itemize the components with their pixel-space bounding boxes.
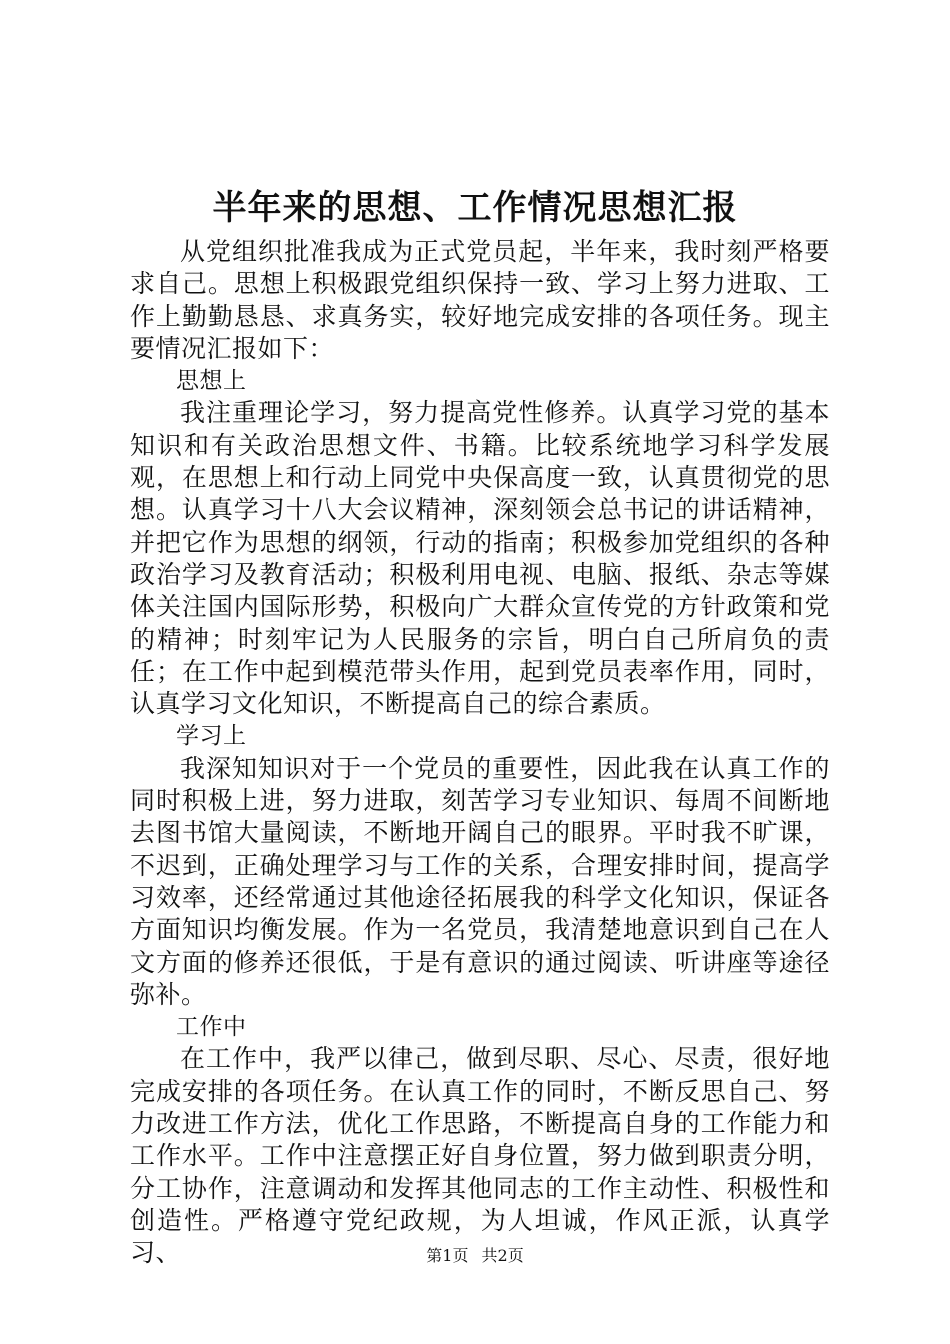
thought-paragraph: 我注重理论学习，努力提高党性修养。认真学习党的基本知识和有关政治思想文件、书籍。比较系统地学习科学发展观，在思想上和行动上同党中央保高度一致，认真贯彻党的思想。认真学习十八大会议精神，深刻领会总书记的讲话精神，并把它作为思想的纲领，行动的指南；积极参加党组织的各种政治学习及教育活动；积极利用电视、电脑、报纸、杂志等媒体关注国内国际形势，积极向广大群众宣传党的方针政策和党的精神；时刻牢记为人民服务的宗旨，明白自己所肩负的责任；在工作中起到模范带头作用，起到党员表率作用，同时，认真学习文化知识，不断提高自己的综合素质。 [130,398,830,719]
section-heading-study: 学习上 [176,723,247,750]
study-paragraph: 我深知知识对于一个党员的重要性，因此我在认真工作的同时积极上进，努力进取，刻苦学习专业知识、每周不间断地去图书馆大量阅读，不断地开阔自己的眼界。平时我不旷课，不迟到，正确处理学习与工作的关系，合理安排时间，提高学习效率，还经常通过其他途径拓展我的科学文化知识，保证各方面知识均衡发展。作为一名党员，我清楚地意识到自己在人文方面的修养还很低，于是有意识的通过阅读、听讲座等途径弥补。 [130,753,830,1009]
page-footer [0,1244,950,1268]
section-heading-thought: 思想上 [176,368,247,395]
document-body [130,236,830,1270]
work-paragraph: 在工作中，我严以律己，做到尽职、尽心、尽责，很好地完成安排的各项任务。在认真工作的同时，不断反思自己、努力改进工作方法，优化工作思路，不断提高自身的工作能力和工作水平。工作中注意摆正好自身位置，努力做到职责分明，分工协作，注意调动和发挥其他同志的工作主动性、积极性和创造性。严格遵守党纪政规，为人坦诚，作风正派，认真学习、 [130,1044,830,1268]
section-heading-work: 工作中 [176,1014,247,1041]
page-number: 第1页 [426,1246,469,1265]
page-total: 共2页 [481,1246,524,1265]
intro-paragraph: 从党组织批准我成为正式党员起，半年来，我时刻严格要求自己。思想上积极跟党组织保持一致、学习上努力进取、工作上勤勤恳恳、求真务实，较好地完成安排的各项任务。现主要情况汇报如下： [130,237,830,363]
document-title: 半年来的思想、工作情况思想汇报 [212,188,738,228]
